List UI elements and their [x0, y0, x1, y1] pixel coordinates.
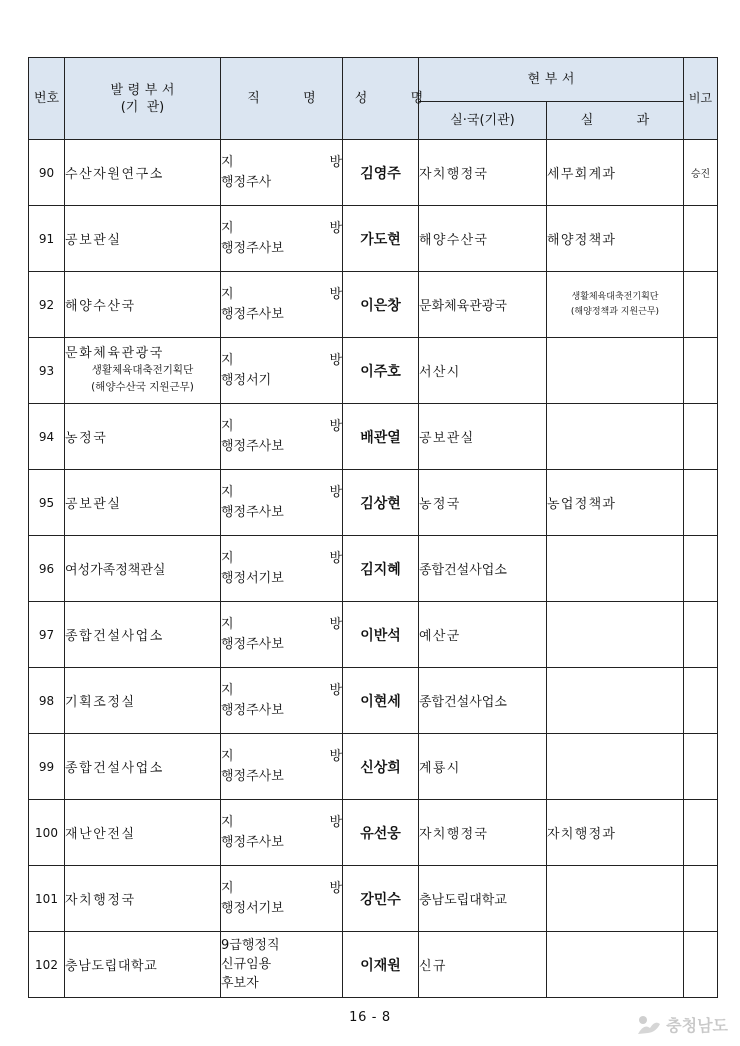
- position-cell: 지 방 행정서기보: [221, 866, 343, 932]
- position-cell: 지 방 행정주사보: [221, 404, 343, 470]
- name-cell: 김영주: [343, 140, 419, 206]
- header-prev-dept-line1: 발령부서: [110, 82, 179, 98]
- team-cell: 해양정책과: [547, 206, 684, 272]
- table-row: [29, 866, 718, 932]
- dept-cell: 해양수산국: [419, 206, 547, 272]
- name-cell: 이현세: [343, 668, 419, 734]
- chungnam-logo-icon: [636, 1014, 662, 1036]
- table-row: [29, 932, 718, 998]
- prev-dept-cell: 공보관실: [65, 470, 221, 536]
- dept-cell: 예산군: [419, 602, 547, 668]
- name-cell: 가도현: [343, 206, 419, 272]
- prev-dept-cell: 농정국: [65, 404, 221, 470]
- note-cell: [684, 272, 718, 338]
- note-cell: 승진: [684, 140, 718, 206]
- table-row: [29, 140, 718, 206]
- dept-cell: 종합건설사업소: [419, 668, 547, 734]
- dept-cell: 서산시: [419, 338, 547, 404]
- team-cell: 자치행정과: [547, 800, 684, 866]
- note-cell: [684, 536, 718, 602]
- row-number: 99: [29, 734, 65, 800]
- position-cell: 지 방 행정주사보: [221, 800, 343, 866]
- header-note: 비고: [684, 58, 718, 140]
- position-cell: 지 방 행정주사보: [221, 470, 343, 536]
- row-number: 96: [29, 536, 65, 602]
- watermark-text: 충청남도: [666, 1016, 728, 1035]
- prev-dept-cell: 충남도립대학교: [65, 932, 221, 998]
- header-prev-dept-line2: (기 관): [120, 99, 165, 115]
- prev-dept-cell: 해양수산국: [65, 272, 221, 338]
- name-cell: 이주호: [343, 338, 419, 404]
- name-cell: 김상현: [343, 470, 419, 536]
- prev-dept-cell: 재난안전실: [65, 800, 221, 866]
- header-prev-dept: [65, 58, 221, 140]
- name-cell: 강민수: [343, 866, 419, 932]
- prev-dept-cell: 기획조정실: [65, 668, 221, 734]
- name-cell: 이재원: [343, 932, 419, 998]
- name-cell: 김지혜: [343, 536, 419, 602]
- table-row: [29, 470, 718, 536]
- name-cell: 이반석: [343, 602, 419, 668]
- position-cell: 지 방 행정주사: [221, 140, 343, 206]
- note-cell: [684, 866, 718, 932]
- note-cell: [684, 206, 718, 272]
- watermark: [636, 1013, 728, 1036]
- row-number: 100: [29, 800, 65, 866]
- row-number: 95: [29, 470, 65, 536]
- personnel-table: [28, 57, 718, 998]
- header-sil-guk: 실·국(기관): [419, 102, 547, 140]
- team-cell: [547, 932, 684, 998]
- team-cell: [547, 734, 684, 800]
- table-row: [29, 800, 718, 866]
- name-cell: 유선웅: [343, 800, 419, 866]
- position-cell: 지 방 행정주사보: [221, 272, 343, 338]
- row-number: 93: [29, 338, 65, 404]
- dept-cell: 공보관실: [419, 404, 547, 470]
- prev-dept-cell: 자치행정국: [65, 866, 221, 932]
- note-cell: [684, 668, 718, 734]
- name-cell: 신상희: [343, 734, 419, 800]
- team-cell: [547, 602, 684, 668]
- header-position: 직 명: [221, 58, 343, 140]
- note-cell: [684, 602, 718, 668]
- position-cell: 지 방 행정주사보: [221, 668, 343, 734]
- table-row: [29, 206, 718, 272]
- row-number: 91: [29, 206, 65, 272]
- dept-cell: 충남도립대학교: [419, 866, 547, 932]
- table-row: [29, 272, 718, 338]
- row-number: 102: [29, 932, 65, 998]
- team-cell: [547, 668, 684, 734]
- note-cell: [684, 734, 718, 800]
- row-number: 94: [29, 404, 65, 470]
- prev-dept-cell: 여성가족정책관실: [65, 536, 221, 602]
- position-cell: 지 방 행정주사보: [221, 734, 343, 800]
- note-cell: [684, 932, 718, 998]
- page-number: 16 - 8: [349, 1010, 391, 1025]
- table-row: [29, 536, 718, 602]
- row-number: 92: [29, 272, 65, 338]
- team-cell: 농업정책과: [547, 470, 684, 536]
- name-cell: 이은창: [343, 272, 419, 338]
- header-no: 번호: [29, 58, 65, 140]
- position-cell: 지 방 행정서기: [221, 338, 343, 404]
- note-cell: [684, 800, 718, 866]
- prev-dept-cell: 수산자원연구소: [65, 140, 221, 206]
- row-number: 101: [29, 866, 65, 932]
- row-number: 97: [29, 602, 65, 668]
- dept-cell: 계룡시: [419, 734, 547, 800]
- header-name: 성 명: [343, 58, 419, 140]
- note-cell: [684, 338, 718, 404]
- position-cell: 지 방 행정서기보: [221, 536, 343, 602]
- team-cell: 세무회계과: [547, 140, 684, 206]
- dept-cell: 농정국: [419, 470, 547, 536]
- team-cell: [547, 338, 684, 404]
- dept-cell: 자치행정국: [419, 140, 547, 206]
- team-cell: [547, 404, 684, 470]
- prev-dept-cell: 종합건설사업소: [65, 734, 221, 800]
- position-cell: 9급행정직 신규임용 후보자: [221, 932, 343, 998]
- table-row: [29, 734, 718, 800]
- header-sil-gwa: 실 과: [547, 102, 684, 140]
- table-row: [29, 338, 718, 404]
- dept-cell: 종합건설사업소: [419, 536, 547, 602]
- dept-cell: 문화체육관광국: [419, 272, 547, 338]
- table-row: [29, 602, 718, 668]
- position-cell: 지 방 행정주사보: [221, 602, 343, 668]
- table-row: [29, 668, 718, 734]
- row-number: 98: [29, 668, 65, 734]
- prev-dept-cell: 문화체육관광국 생활체육대축전기획단 (해양수산국 지원근무): [65, 338, 221, 404]
- name-cell: 배관열: [343, 404, 419, 470]
- team-cell: [547, 866, 684, 932]
- team-cell: [547, 536, 684, 602]
- prev-dept-cell: 종합건설사업소: [65, 602, 221, 668]
- row-number: 90: [29, 140, 65, 206]
- prev-dept-cell: 공보관실: [65, 206, 221, 272]
- dept-cell: 자치행정국: [419, 800, 547, 866]
- dept-cell: 신규: [419, 932, 547, 998]
- position-cell: 지 방 행정주사보: [221, 206, 343, 272]
- note-cell: [684, 470, 718, 536]
- team-cell: 생활체육대축전기획단 (해양정책과 지원근무): [547, 272, 684, 338]
- header-current-dept: 현부서: [419, 58, 684, 102]
- table-row: [29, 404, 718, 470]
- note-cell: [684, 404, 718, 470]
